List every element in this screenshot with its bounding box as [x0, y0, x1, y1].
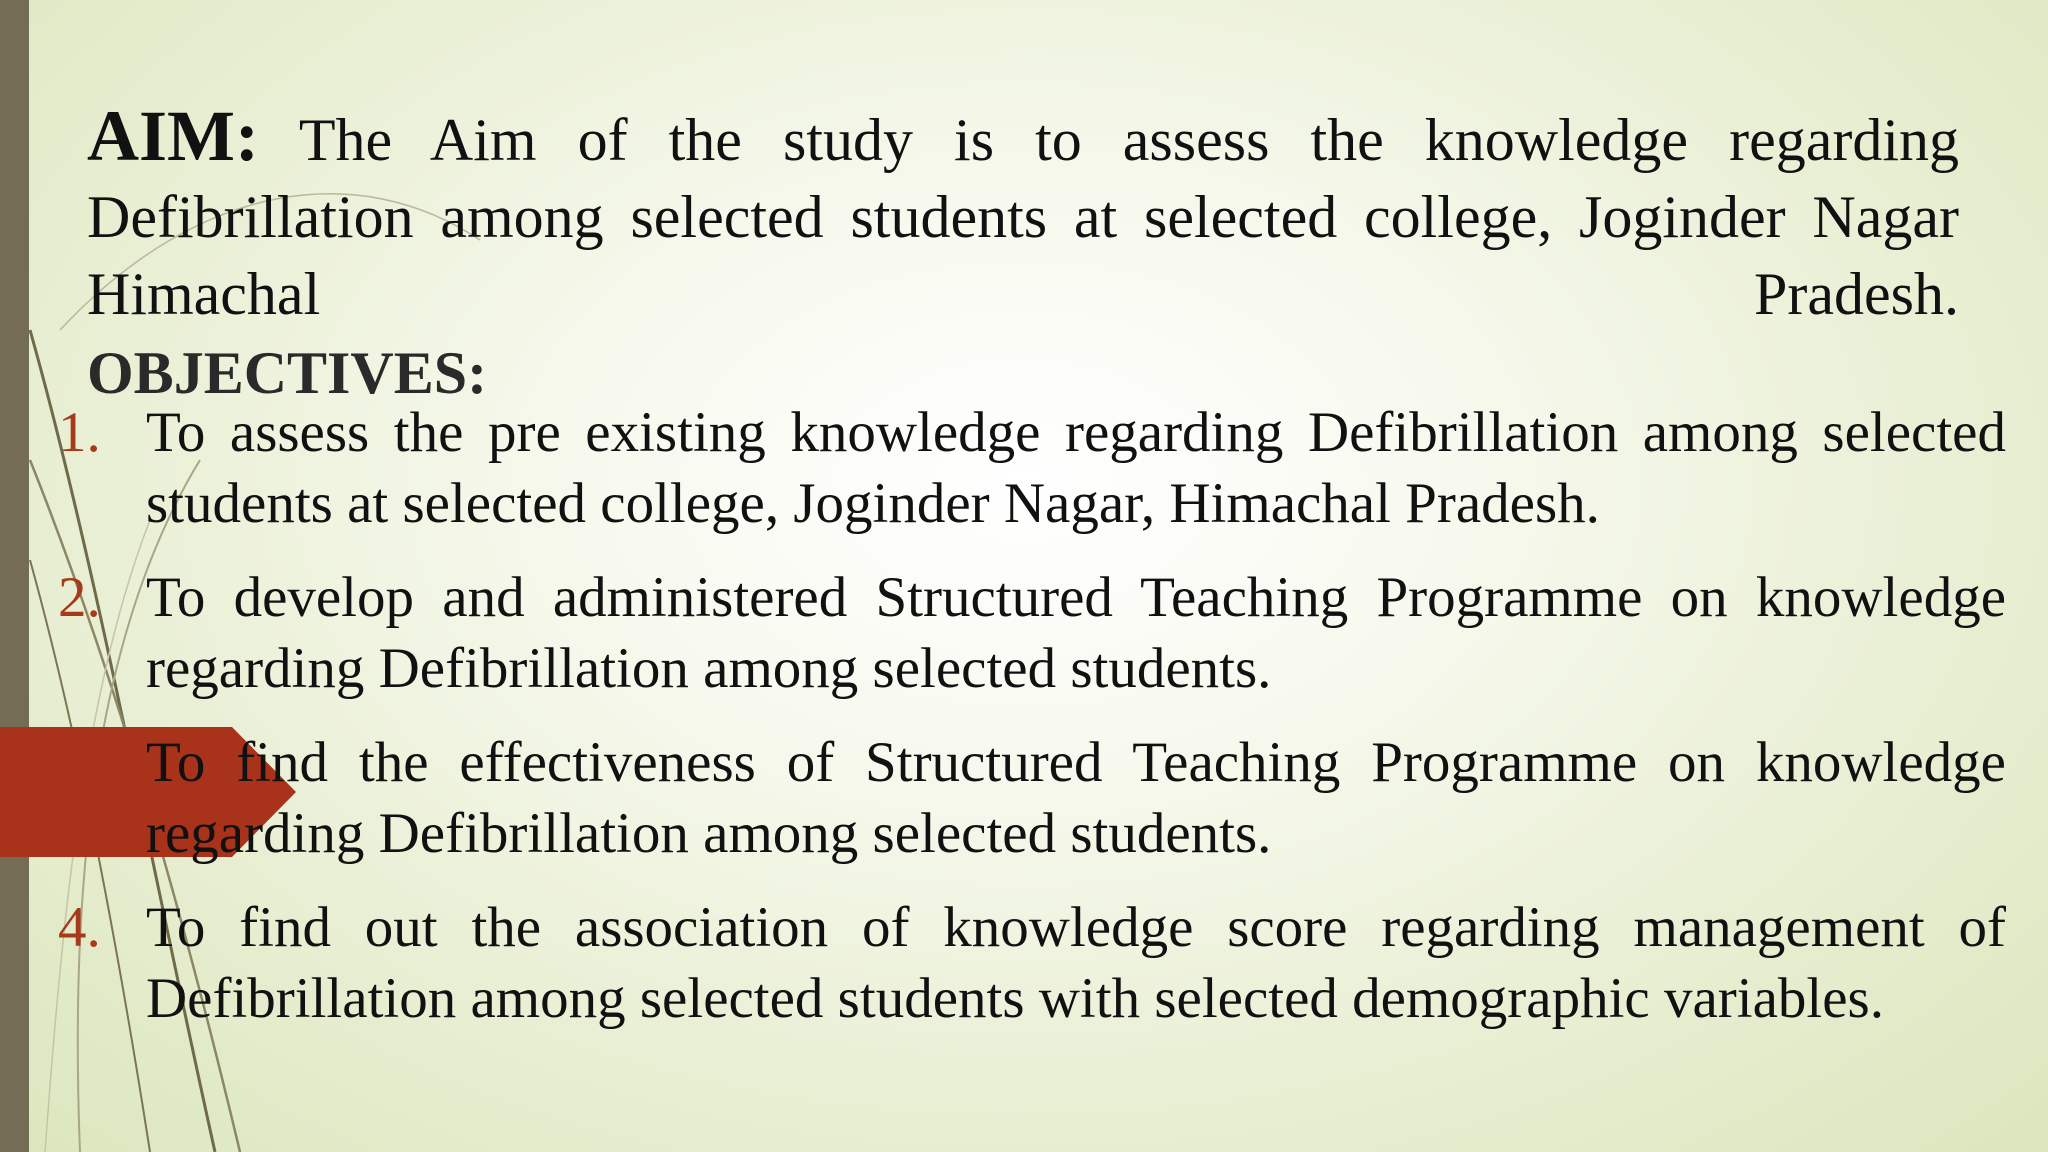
objective-3-text: To find the effectiveness of Structured Teaching Programme on knowledge regarding Defibrillation among selected students. [146, 731, 2006, 865]
aim-text: The Aim of the study is to assess the knowledge regarding Defibrillation among selected students at selected college, Joginder Nagar Himachal Pradesh. [87, 107, 1959, 327]
objective-3-number: 3. [58, 731, 101, 794]
objectives-heading: OBJECTIVES: [87, 340, 488, 406]
objective-4-number: 4. [58, 896, 101, 959]
objective-1-number: 1. [58, 401, 101, 464]
objective-4-text: To find out the association of knowledge score regarding management of Defibrillation among selected students with selected demographic variables. [146, 896, 2006, 1030]
aim-label: AIM: [87, 96, 259, 176]
objective-2-number: 2. [58, 566, 101, 629]
aim-paragraph [87, 98, 1959, 333]
objective-2-text: To develop and administered Structured Teaching Programme on knowledge regarding Defibrillation among selected students. [146, 566, 2006, 700]
objective-1-text: To assess the pre existing knowledge regarding Defibrillation among selected students at selected college, Joginder Nagar, Himachal Pradesh. [146, 401, 2006, 535]
left-side-bar [0, 0, 29, 1152]
